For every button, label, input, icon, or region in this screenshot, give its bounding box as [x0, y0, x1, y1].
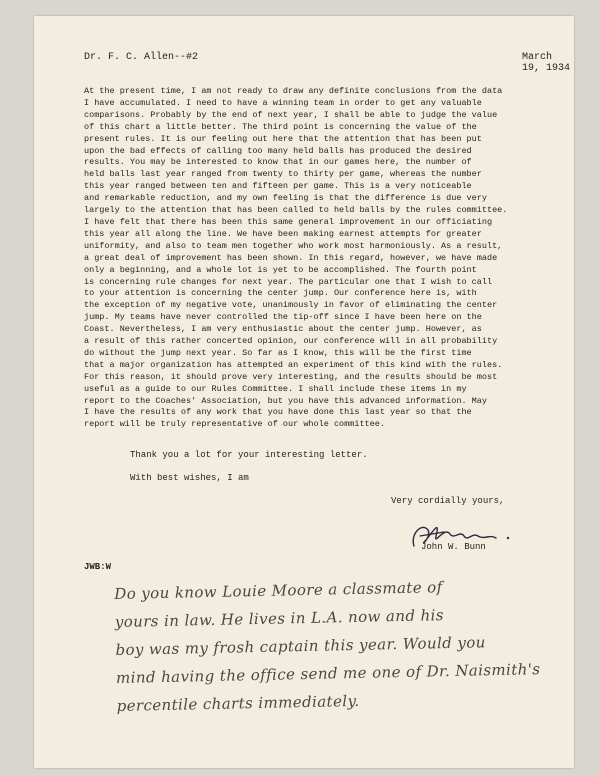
- valediction: Very cordially yours,: [391, 496, 505, 506]
- letter-body: [84, 86, 546, 431]
- body-line: Coast. Nevertheless, I am very enthusiastic about the center jump. However, as: [84, 324, 482, 335]
- handwritten-line: mind having the office send me one of Dr. Naismith's: [115, 660, 541, 687]
- body-line: this year all along the line. We have been making earnest attempts for greater: [84, 228, 482, 239]
- typist-initials: JWB:W: [84, 562, 112, 572]
- body-line: report to the Coaches' Association, but you have this advanced information. May: [84, 395, 487, 406]
- body-line: uniformity, and also to team men together who work most harmoniously. As a result,: [84, 240, 503, 251]
- handwritten-line: boy was my frosh captain this year. Would you: [115, 633, 486, 659]
- body-line: results. You may be interested to know that in our games here, the number of: [84, 157, 472, 168]
- body-line: a great deal of improvement has been shown. In this regard, however, we have made: [84, 252, 498, 263]
- body-line: to your attention is concerning the center jump. Our conference here is, with: [84, 288, 477, 299]
- body-line: the exception of my negative vote, unanimously in favor of eliminating the center: [84, 300, 498, 311]
- body-line: only a beginning, and a whole lot is yet to be accomplished. The fourth point: [84, 264, 477, 275]
- body-line: largely to the attention that has been called to held balls by the rules committee.: [84, 205, 508, 216]
- body-line: For this reason, it should prove very interesting, and the results should be most: [84, 371, 498, 382]
- body-line: At the present time, I am not ready to draw any definite conclusions from the data: [84, 86, 503, 96]
- body-line: do without the jump next year. So far as I know, this will be the first time: [84, 347, 472, 358]
- page-reference: Dr. F. C. Allen--#2: [84, 52, 199, 63]
- body-line: of this chart a little better. The third point is concerning the value of the: [84, 121, 477, 132]
- body-line: I have accumulated. I need to have a winning team in order to get any valuable: [84, 97, 482, 108]
- body-line: a result of this rather concerted opinion, our conference will in all probability: [84, 336, 498, 347]
- body-line: I have felt that there has been this same general improvement in our officiating: [84, 216, 493, 227]
- body-line: upon the bad effects of calling too many held balls has produced the desired: [84, 145, 472, 156]
- body-line: useful as a guide to our Rules Committee. I shall include these items in my: [84, 383, 467, 394]
- body-line: present rules. It is our feeling out here that the attention that has been put: [84, 133, 482, 144]
- body-line: this year ranged between ten and fifteen per game. This is a very noticeable: [84, 181, 472, 192]
- handwritten-postscript: [114, 570, 600, 720]
- handwritten-line: yours in law. He lives in L.A. now and his: [114, 606, 445, 631]
- wishes-line: With best wishes, I am: [130, 473, 249, 483]
- signer-name: John W. Bunn: [421, 542, 486, 552]
- letter-page: [34, 16, 574, 768]
- body-line: is concerning rule changes for next year. The particular one that I wish to call: [84, 276, 493, 287]
- body-line: jump. My teams have never controlled the tip-off since I have been here on the: [84, 312, 482, 323]
- body-line: and remarkable reduction, and my own feeling is that the difference is due very: [84, 193, 487, 204]
- body-line: held balls last year ranged from twenty to thirty per game, whereas the number: [84, 169, 482, 180]
- handwritten-line: Do you know Louie Moore a classmate of: [114, 578, 443, 603]
- handwritten-line: percentile charts immediately.: [116, 691, 360, 715]
- letter-date: March 19, 1934: [522, 52, 571, 74]
- body-line: report will be truly representative of our whole committee.: [84, 419, 385, 430]
- body-line: that a major organization has attempted an experiment of this kind with the rules.: [84, 359, 503, 370]
- body-line: I have the results of any work that you have done this last year so that the: [84, 407, 472, 418]
- body-line: comparisons. Probably by the end of next year, I shall be able to judge the value: [84, 109, 498, 120]
- thanks-line: Thank you a lot for your interesting letter.: [130, 450, 368, 460]
